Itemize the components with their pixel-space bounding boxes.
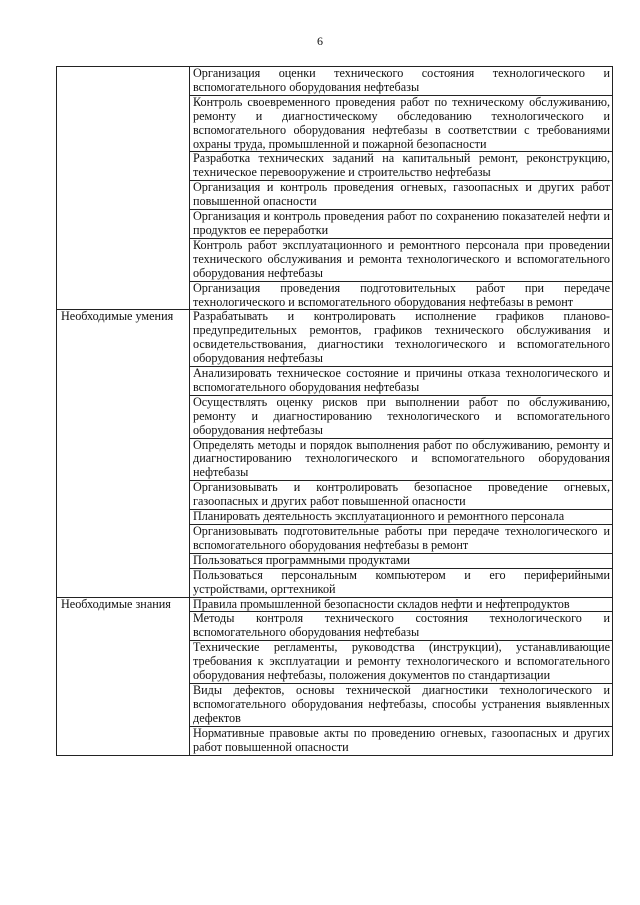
table-row xyxy=(57,67,613,96)
requirement-item: Технические регламенты, руководства (инструкции), устанавливающие требования к эксплуатации и ремонту технологического и вспомогательного оборудования нефтебазы, положения документов по стандартизации xyxy=(190,641,613,684)
requirement-item: Контроль работ эксплуатационного и ремонтного персонала при проведении технического обслуживания и ремонта технологического и вспомогательного оборудования нефтебазы xyxy=(190,238,613,281)
requirement-item: Организация и контроль проведения работ по сохранению показателей нефти и продуктов ее переработки xyxy=(190,210,613,239)
requirement-item: Организовывать подготовительные работы при передаче технологического и вспомогательного оборудования нефтебазы в ремонт xyxy=(190,525,613,554)
requirement-item: Методы контроля технического состояния технологического и вспомогательного оборудования нефтебазы xyxy=(190,612,613,641)
requirement-item: Организация и контроль проведения огневых, газоопасных и других работ повышенной опасности xyxy=(190,181,613,210)
requirement-item: Осуществлять оценку рисков при выполнении работ по обслуживанию, ремонту и диагностированию технологического и вспомогательного оборудования нефтебазы xyxy=(190,395,613,438)
requirement-item: Нормативные правовые акты по проведению огневых, газоопасных и других работ повышенной опасности xyxy=(190,726,613,755)
requirement-item: Организация оценки технического состояния технологического и вспомогательного оборудования нефтебазы xyxy=(190,67,613,96)
requirement-item: Планировать деятельность эксплуатационного и ремонтного персонала xyxy=(190,510,613,525)
requirement-item: Виды дефектов, основы технической диагностики технологического и вспомогательного оборудования нефтебазы, способы устранения выявленных дефектов xyxy=(190,683,613,726)
requirement-item: Разработка технических заданий на капитальный ремонт, реконструкцию, техническое перевооружение и строительство нефтебазы xyxy=(190,152,613,181)
requirement-item: Определять методы и порядок выполнения работ по обслуживанию, ремонту и диагностированию технологического и вспомогательного оборудования нефтебазы xyxy=(190,438,613,481)
requirements-table-wrapper xyxy=(56,66,613,756)
requirement-item: Правила промышленной безопасности складов нефти и нефтепродуктов xyxy=(190,597,613,612)
section-label: Необходимые знания xyxy=(57,597,190,755)
section-label: Необходимые умения xyxy=(57,310,190,597)
requirement-item: Организовывать и контролировать безопасное проведение огневых, газоопасных и других работ повышенной опасности xyxy=(190,481,613,510)
requirements-table xyxy=(56,66,613,756)
section-label xyxy=(57,67,190,310)
requirement-item: Анализировать техническое состояние и причины отказа технологического и вспомогательного оборудования нефтебазы xyxy=(190,367,613,396)
requirement-item: Разрабатывать и контролировать исполнение графиков планово-предупредительных ремонтов, графиков технического обслуживания и освидетельствования, диагностики технологического и вспомогательного оборудования нефтебазы xyxy=(190,310,613,367)
table-row xyxy=(57,310,613,367)
page-number: 6 xyxy=(317,34,323,48)
requirement-item: Контроль своевременного проведения работ по техническому обслуживанию, ремонту и диагностическому обследованию технологического и вспомогательного оборудования нефтебазы в соответствии с требованиями охраны труда, промышленной и пожарной безопасности xyxy=(190,95,613,152)
requirement-item: Пользоваться программными продуктами xyxy=(190,553,613,568)
table-row xyxy=(57,597,613,612)
requirement-item: Организация проведения подготовительных работ при передаче технологического и вспомогательного оборудования нефтебазы в ремонт xyxy=(190,281,613,310)
requirements-table-body xyxy=(57,67,613,756)
requirement-item: Пользоваться персональным компьютером и его периферийными устройствами, оргтехникой xyxy=(190,568,613,597)
